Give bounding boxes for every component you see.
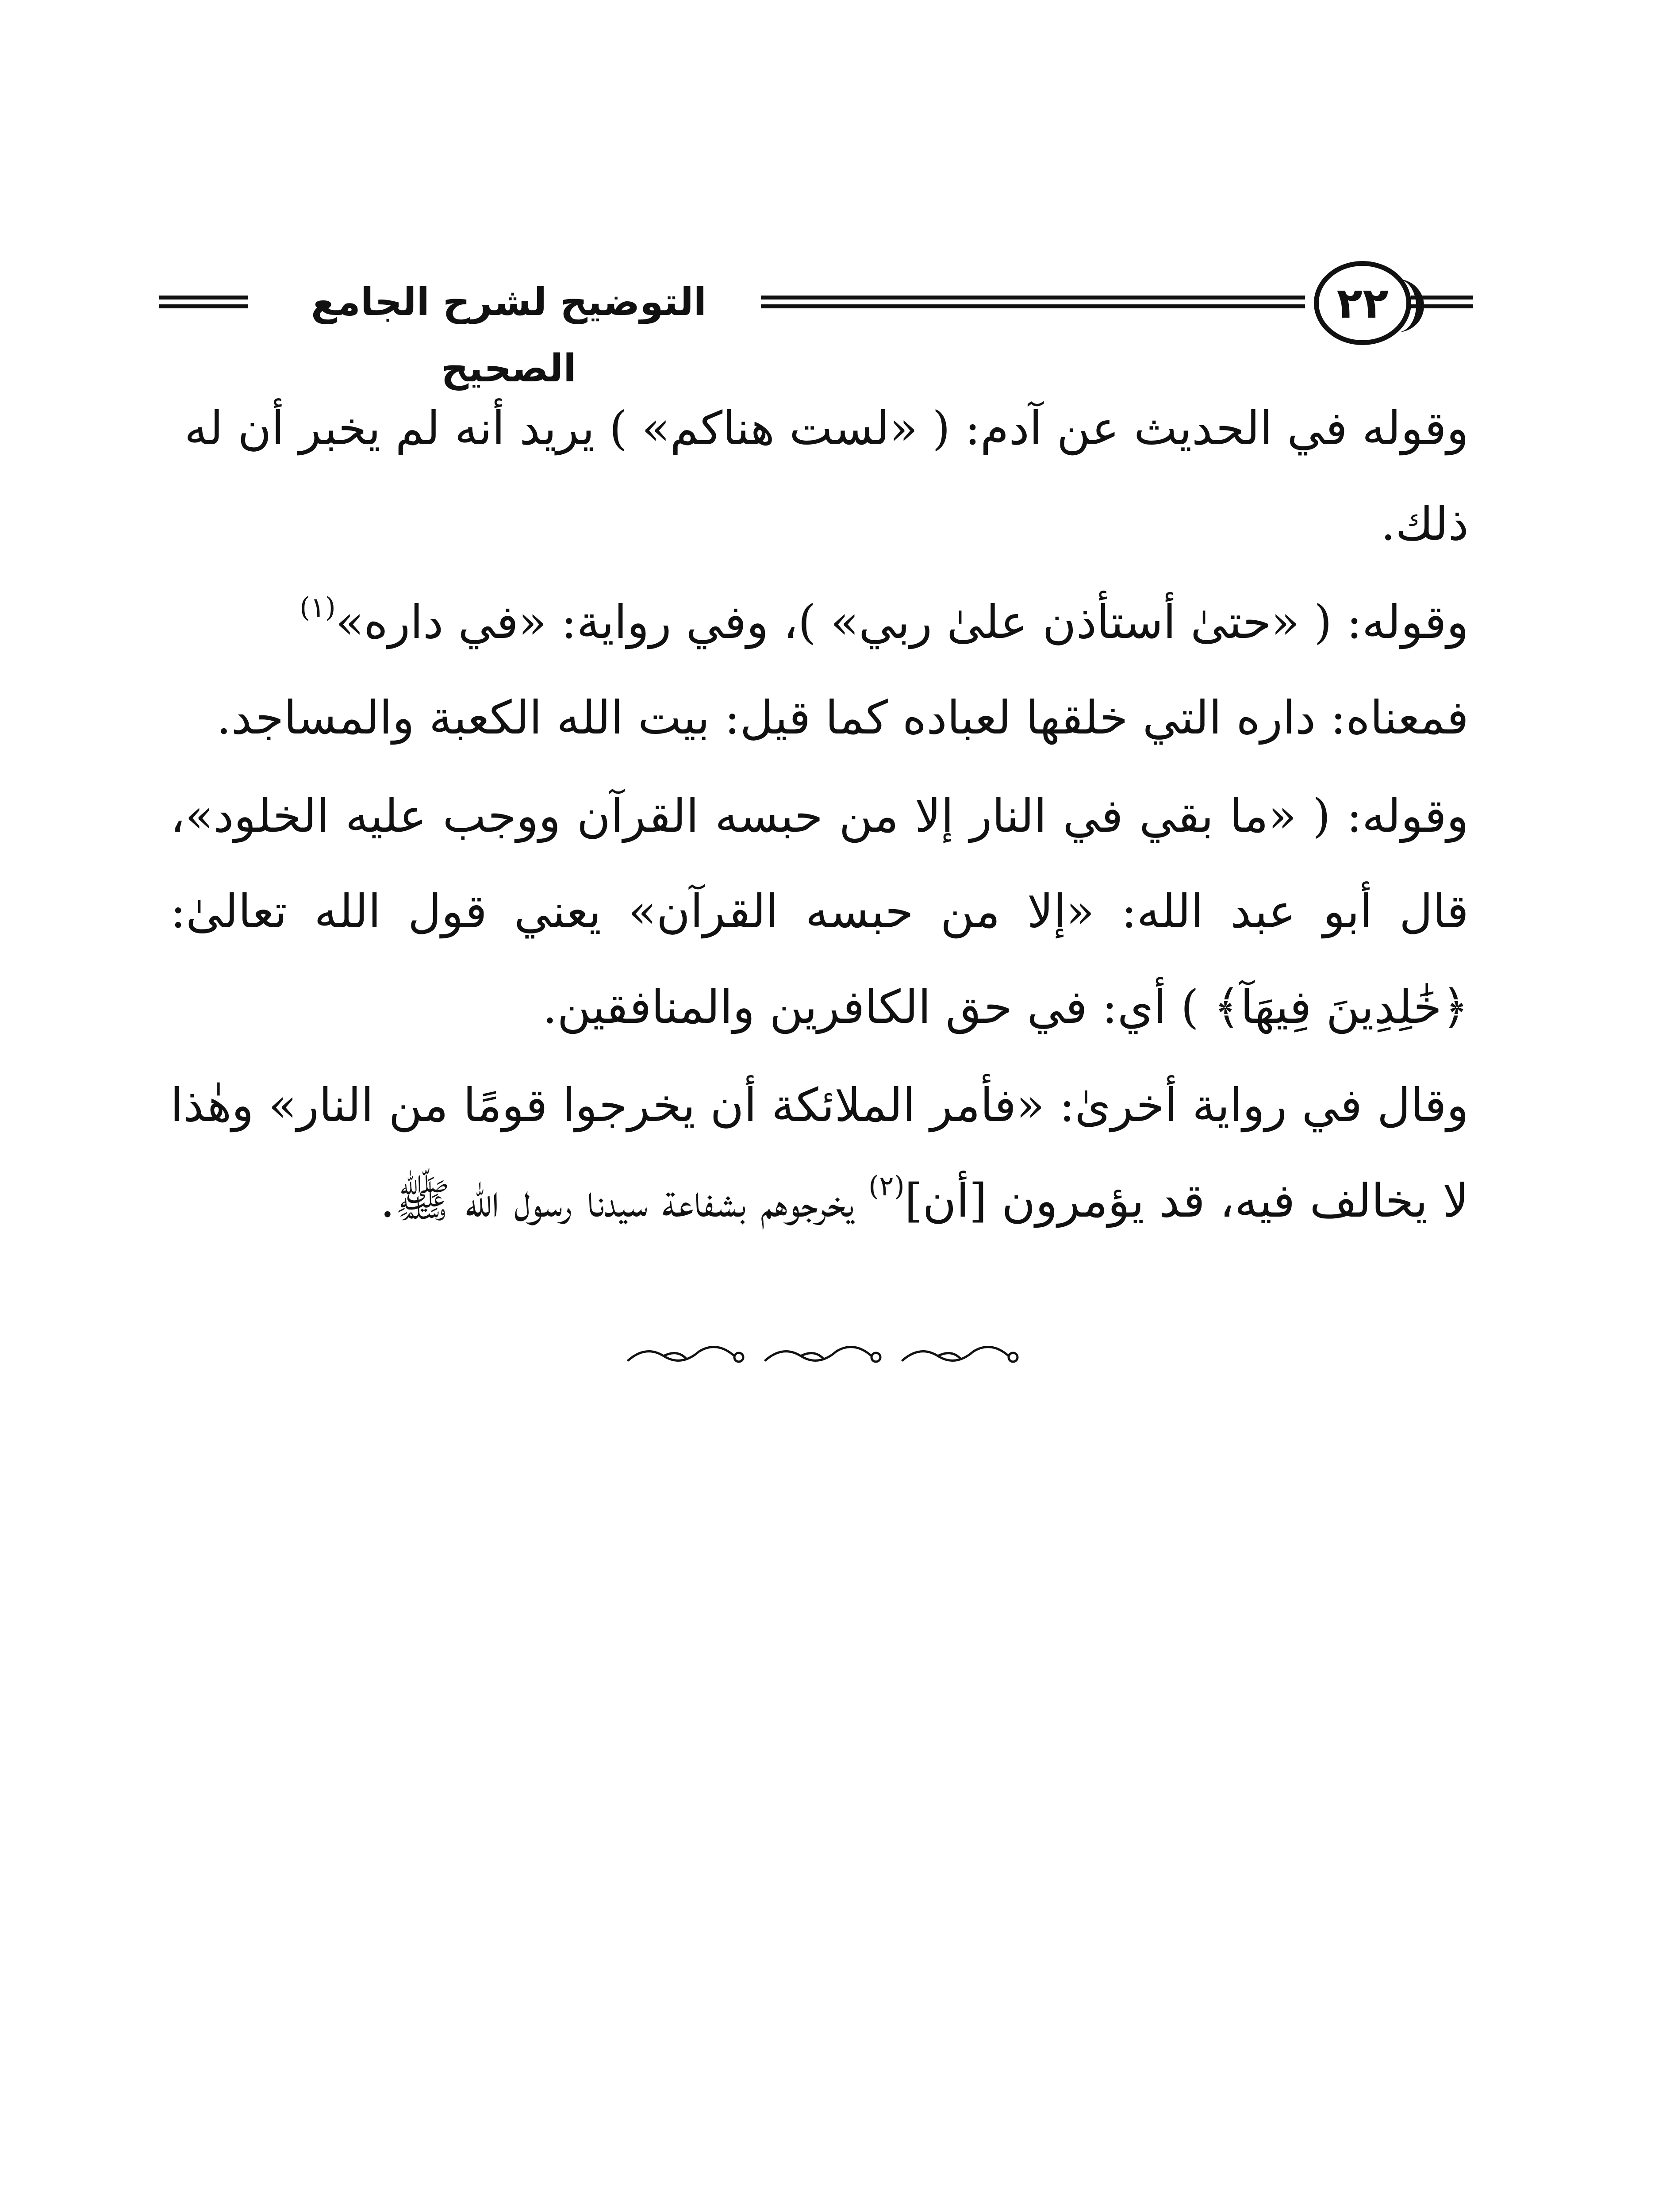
paragraph-2-text: وقوله: ( «حتىٰ أستأذن علىٰ ربي» )، وفي رواية: «في داره» bbox=[335, 595, 1469, 649]
paragraph-1-line-2: ذلك. bbox=[1381, 497, 1469, 551]
paragraph-4-text: وقال في رواية أخرىٰ: «فأمر الملائكة أن يخرجوا قومًا من النار» وهٰذا لا يخالف فيه، قد يؤمرون [أن] bbox=[170, 1078, 1469, 1228]
body-text bbox=[170, 380, 1469, 1251]
running-title: التوضيح لشرح الجامع الصحيح bbox=[311, 280, 707, 391]
paragraph-1 bbox=[170, 380, 1469, 572]
paragraph-2 bbox=[170, 574, 1469, 765]
header-rule-left bbox=[159, 296, 248, 300]
paragraph-1-line-1: وقوله في الحديث عن آدم: ( «لست هناكم» ) يريد أنه لم يخبر أن له bbox=[184, 401, 1469, 455]
header-rule-right bbox=[1411, 296, 1473, 300]
paragraph-4-continuation: يخرجوهم بشفاعة سيدنا رسول الله ﷺ. bbox=[380, 1174, 869, 1228]
section-end-ornament-icon bbox=[619, 1336, 1026, 1371]
paragraph-2-continuation: فمعناه: داره التي خلقها لعباده كما قيل: بيت الله الكعبة والمساجد. bbox=[216, 691, 1469, 745]
header-rule-middle bbox=[761, 296, 1305, 300]
paragraph-4 bbox=[170, 1057, 1469, 1248]
footnote-ref-2: (٢) bbox=[868, 1170, 905, 1202]
page-number: ٢٢ bbox=[1336, 278, 1389, 328]
footnote-ref-1: (١) bbox=[299, 591, 336, 623]
paragraph-3 bbox=[170, 768, 1469, 1055]
paragraph-3-text: وقوله: ( «ما بقي في النار إلا من حبسه القرآن ووجب عليه الخلود»، قال أبو عبد الله: «إلا من حبسه القرآن» يعني قول الله تعالىٰ: ﴿خَٰلِدِينَ فِيهَآ﴾ ) أي: في حق الكافرين والمنافقين. bbox=[170, 789, 1469, 1034]
running-header bbox=[159, 261, 1473, 391]
page-number-badge bbox=[1314, 261, 1411, 345]
